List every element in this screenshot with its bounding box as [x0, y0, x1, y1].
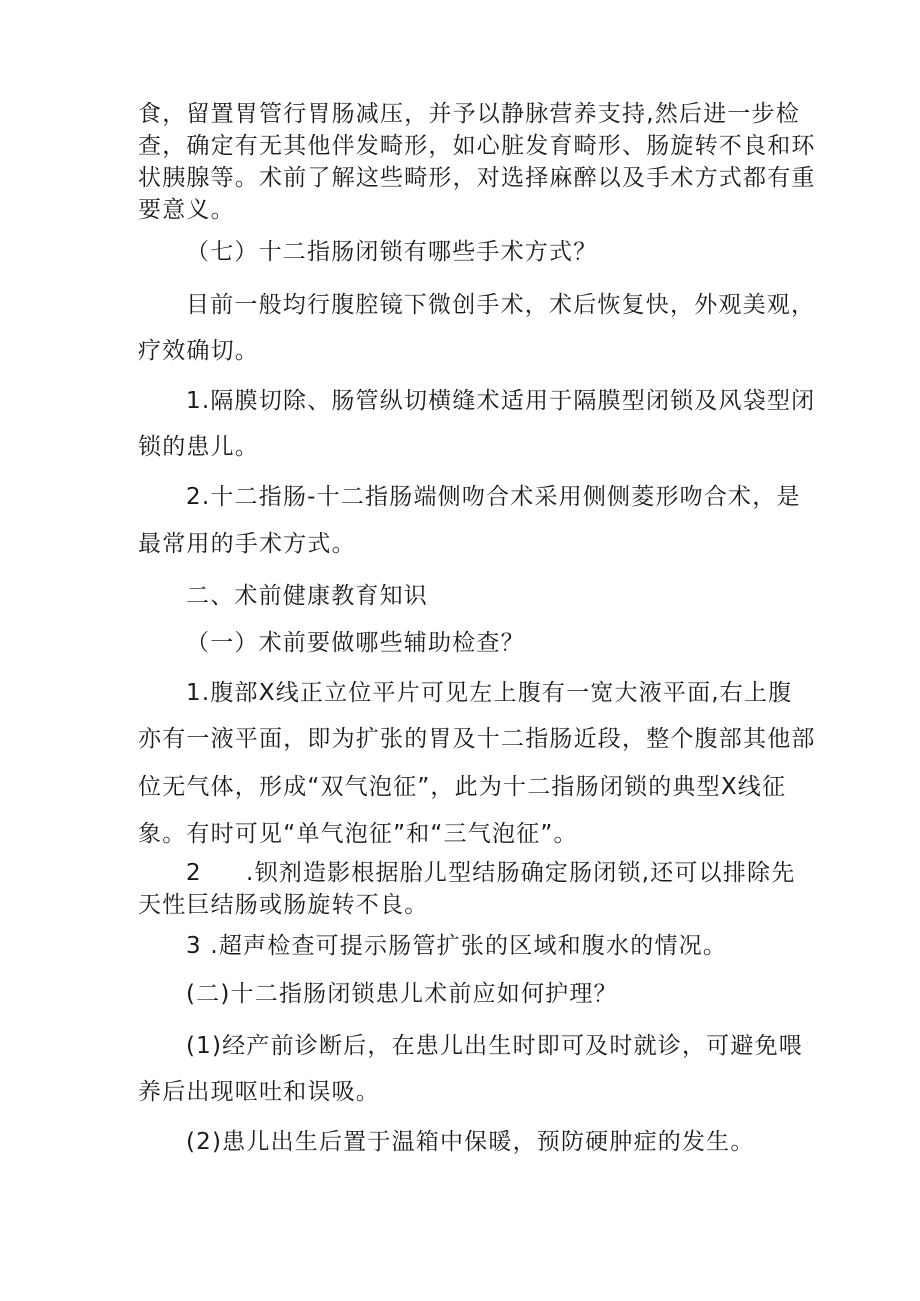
section-heading: 二、术前健康教育知识: [186, 583, 428, 609]
text-line: 养后出现呕吐和误吸。: [138, 1079, 380, 1105]
section-heading: (二)十二指肠闭锁患儿术前应如何护理？: [186, 981, 618, 1007]
text-line: 目前一般均行腹腔镜下微创手术，术后恢复快，外观美观，: [186, 292, 816, 318]
text-line: 3 .超声检查可提示肠管扩张的区域和腹水的情况。: [186, 933, 728, 959]
section-heading: （一）术前要做哪些辅助检查？: [186, 630, 525, 656]
text-line: 要意义。: [138, 197, 235, 223]
text-line: 象。有时可见“单气泡征”和“三气泡征”。: [138, 821, 578, 847]
text-line: (1)经产前诊断后，在患儿出生时即可及时就诊，可避免喂: [186, 1033, 803, 1059]
text-line: 1.隔膜切除、肠管纵切横缝术适用于隔膜型闭锁及风袋型闭: [186, 388, 816, 414]
text-line: 食，留置胃管行胃肠减压，并予以静脉营养支持,然后进一步检: [138, 101, 800, 127]
text-line: 查，确定有无其他伴发畸形，如心脏发育畸形、肠旋转不良和环: [138, 133, 816, 159]
text-line: 最常用的手术方式。: [138, 531, 356, 557]
text-line: 疗效确切。: [138, 338, 259, 364]
text-line: 亦有一液平面，即为扩张的胃及十二指肠近段，整个腹部其他部: [138, 726, 816, 752]
text-line: 2.十二指肠-十二指肠端侧吻合术采用侧侧菱形吻合术，是: [186, 484, 801, 510]
text-line: 状胰腺等。术前了解这些畸形，对选择麻醉以及手术方式都有重: [138, 165, 816, 191]
section-heading: （七）十二指肠闭锁有哪些手术方式？: [186, 239, 598, 265]
text-line: 天性巨结肠或肠旋转不良。: [138, 892, 429, 918]
text-line: (2)患儿出生后置于温箱中保暖，预防硬肿症的发生。: [186, 1129, 755, 1155]
text-line: 锁的患儿。: [138, 434, 259, 460]
list-number: 2: [186, 860, 202, 886]
text-line: 位无气体，形成“双气泡征”，此为十二指肠闭锁的典型X线征: [138, 774, 787, 800]
text-line: .钡剂造影根据胎儿型结肠确定肠闭锁,还可以排除先: [246, 860, 796, 886]
text-line: 1.腹部X线正立位平片可见左上腹有一宽大液平面,右上腹: [186, 680, 793, 706]
